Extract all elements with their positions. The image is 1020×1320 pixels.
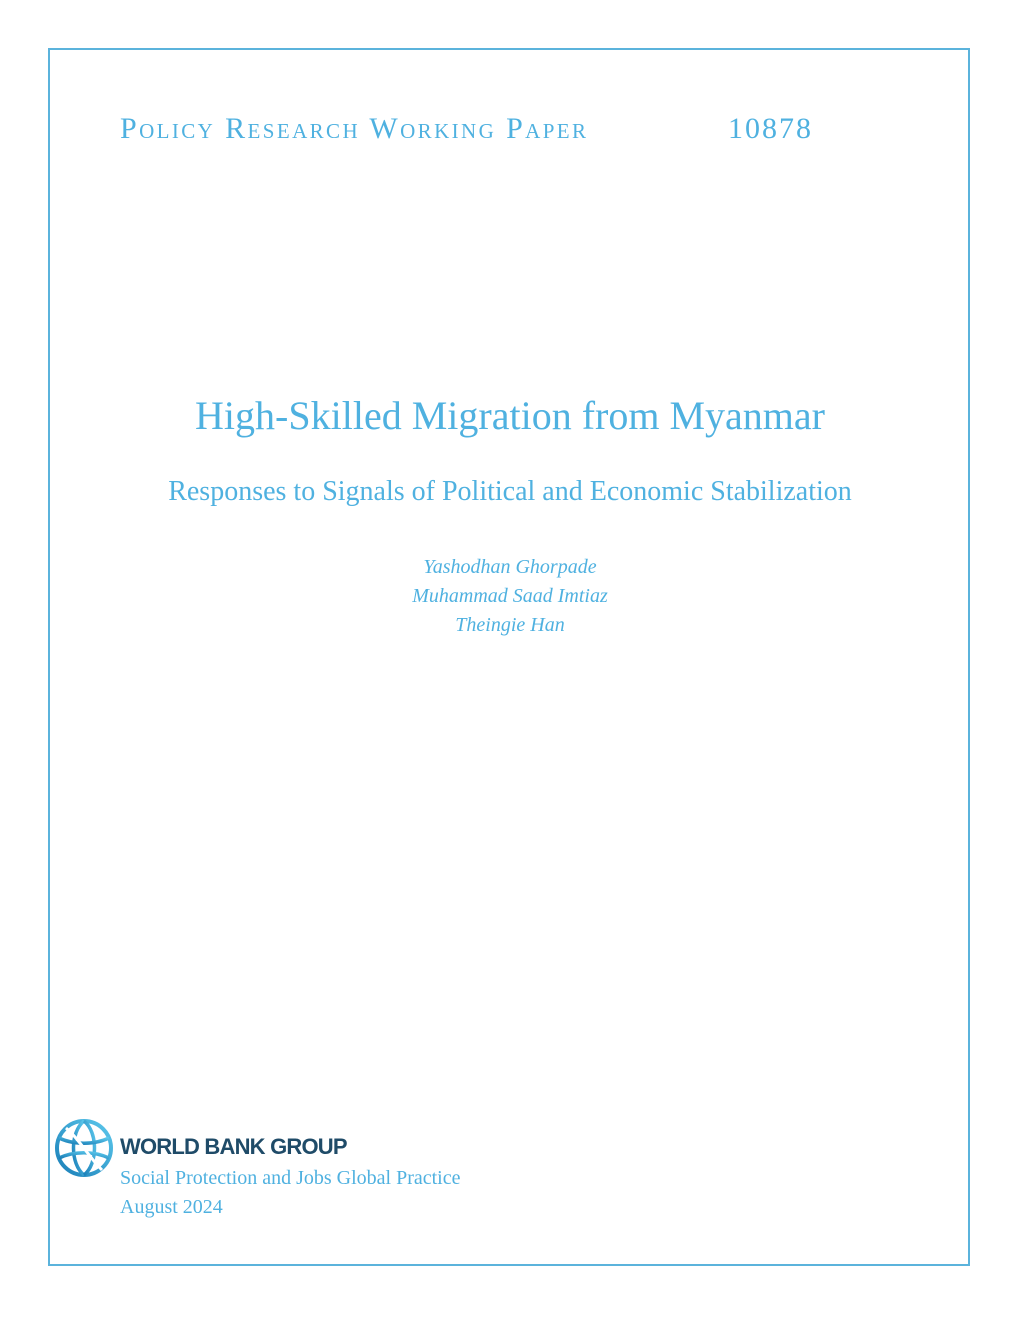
publication-date: August 2024 xyxy=(120,1196,223,1218)
paper-title: High-Skilled Migration from Myanmar xyxy=(195,393,825,438)
author-name: Theingie Han xyxy=(455,614,565,636)
global-practice: Social Protection and Jobs Global Practice xyxy=(120,1167,461,1189)
series-label: Policy Research Working Paper xyxy=(120,112,589,145)
paper-subtitle: Responses to Signals of Political and Economic Stabilization xyxy=(168,476,852,507)
globe-icon xyxy=(54,1118,114,1178)
author-name: Yashodhan Ghorpade xyxy=(423,556,597,578)
publisher-name: WORLD BANK GROUP xyxy=(120,1134,347,1159)
paper-number: 10878 xyxy=(728,112,813,145)
author-list xyxy=(0,553,1020,640)
author-name: Muhammad Saad Imtiaz xyxy=(412,585,608,607)
cover-frame xyxy=(48,48,970,1266)
